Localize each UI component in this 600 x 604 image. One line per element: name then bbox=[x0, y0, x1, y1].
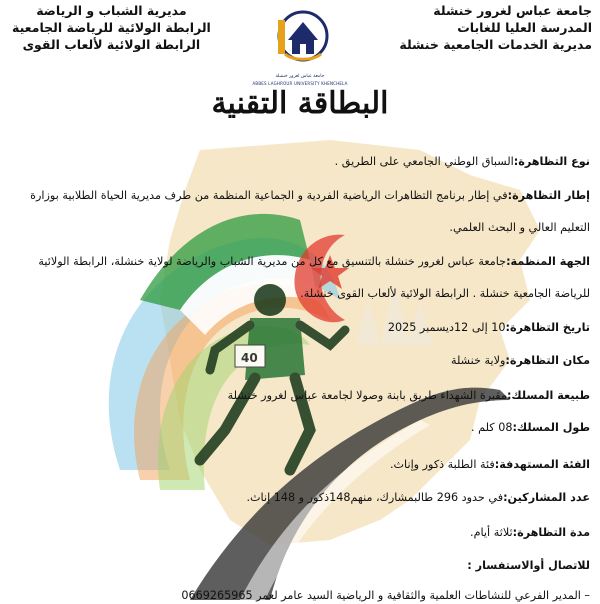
university-emblem-icon bbox=[248, 6, 352, 72]
header-left-line-2: الرابطة الولائية للرياضة الجامعية bbox=[12, 20, 211, 35]
field-event-type bbox=[8, 154, 590, 170]
field-label: للاتصال أوالاستفسار : bbox=[467, 559, 590, 572]
field-label: تاريخ التظاهرة: bbox=[505, 321, 590, 334]
header-right-line-2: المدرسة العليا للغابات bbox=[457, 20, 592, 35]
header-right-line-3: مديرية الخدمات الجامعية خنشلة bbox=[399, 37, 592, 52]
field-duration bbox=[8, 525, 590, 541]
field-event-date bbox=[8, 320, 590, 336]
field-value: في حدود 296 طالبمشارك، منهم148ذكور و 148 إناث. bbox=[246, 491, 504, 504]
header-right-line-1: جامعة عباس لغرور خنشلة bbox=[433, 3, 592, 18]
field-value: ثلاثة أيام. bbox=[470, 526, 513, 539]
field-value: جامعة عباس لغرور خنشلة بالتنسيق مع كل من مديرية الشباب والرياضة لولاية خنشلة، الرابطة الولائية للرياضة الجامعية خنشلة . الرابطة الولائية لألعاب القوى خنشلة. bbox=[38, 255, 590, 300]
page-title: البطاقة التقنية bbox=[211, 86, 389, 121]
field-event-place bbox=[8, 353, 590, 369]
field-value: 08 كلم . bbox=[471, 421, 513, 434]
field-value: – المدير الفرعي للنشاطات العلمية والثقافية و الرياضية السيد عامر لعمر 0669265965 bbox=[181, 589, 590, 602]
field-event-frame bbox=[8, 180, 590, 244]
header-left-line-3: الرابطة الولائية لألعاب القوى bbox=[22, 37, 201, 52]
field-label: مدة التظاهرة: bbox=[512, 526, 590, 539]
field-value: 10 إلى 12ديسمبر 2025 bbox=[387, 321, 506, 334]
field-label: عدد المشاركين: bbox=[503, 491, 590, 504]
field-label: مكان التظاهرة: bbox=[505, 354, 590, 367]
header-right-block bbox=[399, 2, 592, 53]
header-left-block bbox=[12, 2, 211, 53]
field-label: الجهة المنظمة: bbox=[506, 255, 590, 268]
field-label: نوع التظاهرة: bbox=[513, 155, 590, 168]
field-label: إطار التظاهرة: bbox=[507, 189, 590, 202]
field-route-nature bbox=[8, 388, 590, 404]
field-route-length bbox=[8, 420, 590, 436]
field-participants bbox=[8, 490, 590, 506]
field-label: طبيعة المسلك: bbox=[506, 389, 590, 402]
field-value: ولاية خنشلة bbox=[450, 354, 506, 367]
field-label: الفئة المستهدفة: bbox=[494, 458, 590, 471]
runner-bib-number: 40 bbox=[241, 351, 258, 365]
field-value: في إطار برنامج التظاهرات الرياضية الفردية و الجماعية المنظمة من طرف مديرية الحياة الطلابية بوزارة التعليم العالي و البحث العلمي. bbox=[30, 189, 590, 234]
field-value: مقبرة الشهداء طريق بابنة وصولا لجامعة عباس لغرور خنشلة bbox=[227, 389, 507, 402]
field-contact bbox=[8, 558, 590, 574]
field-target-group bbox=[8, 457, 590, 473]
field-contact-person bbox=[8, 588, 590, 604]
field-organizer bbox=[8, 246, 590, 310]
field-value: فئة الطلبة ذكور وإناث. bbox=[389, 458, 495, 471]
logo-latin-caption: ABBES LAGHROUR UNIVERSITY KHENCHELA bbox=[252, 81, 348, 86]
header-left-line-1: مديرية الشباب و الرياضة bbox=[36, 3, 187, 18]
logo-arabic-caption: جامعة عباس لغرور خنشلة bbox=[275, 74, 325, 79]
field-label: طول المسلك: bbox=[512, 421, 590, 434]
field-value: السباق الوطني الجامعي على الطريق . bbox=[334, 155, 514, 168]
university-logo bbox=[248, 6, 352, 88]
